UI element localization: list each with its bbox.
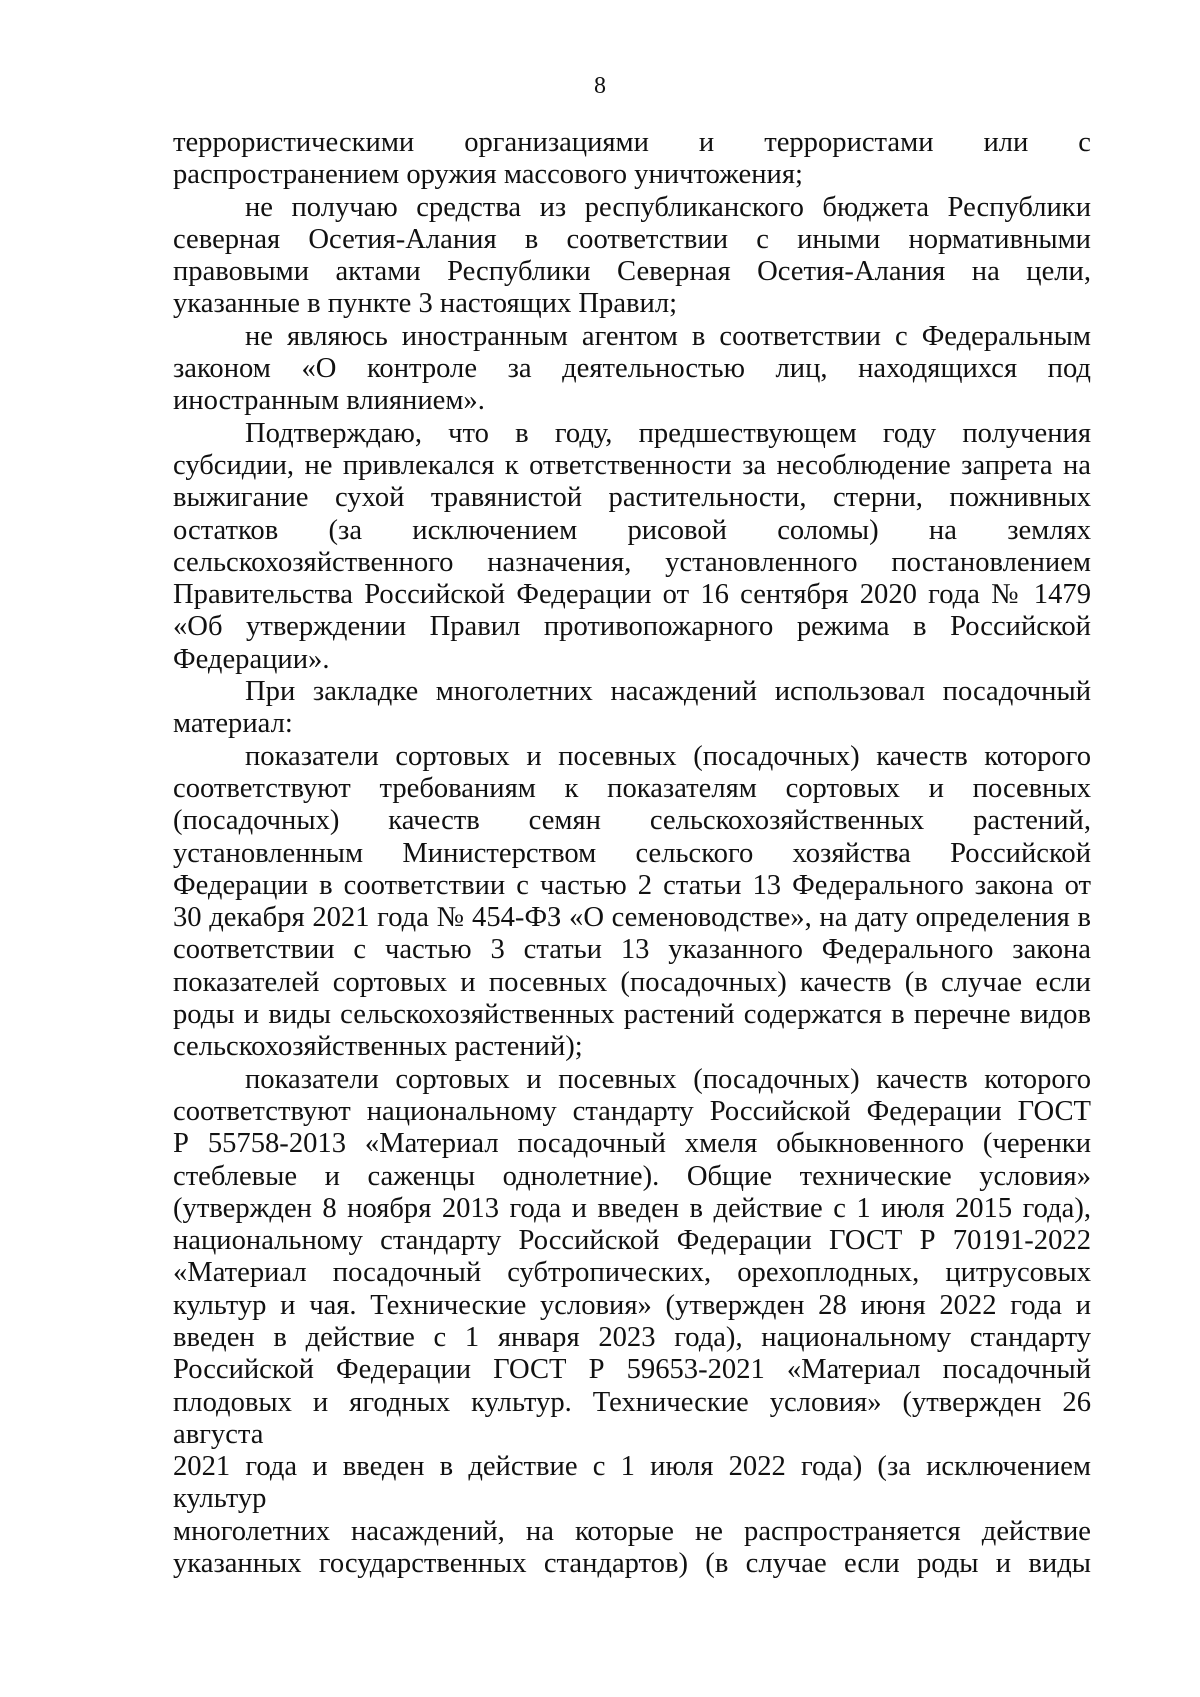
paragraph [173, 321, 1091, 418]
text-line: террористическими организациями и террористами или с [173, 127, 1091, 158]
text-line: (утвержден 8 ноября 2013 года и введен в действие с 1 июля 2015 года), [173, 1192, 1091, 1224]
text-line: Российской Федерации ГОСТ Р 59653-2021 «Материал посадочный [173, 1354, 1091, 1386]
text-line: 30 декабря 2021 года № 454-ФЗ «О семеноводстве», на дату определения в [173, 902, 1091, 934]
text-line: установленным Министерством сельского хозяйства Российской [173, 837, 1091, 869]
text-line: многолетних насаждений, на которые не распространяется действие [173, 1515, 1091, 1547]
text-line: культур и чая. Технические условия» (утвержден 28 июня 2022 года и [173, 1289, 1091, 1321]
text-line: субсидии, не привлекался к ответственности за несоблюдение запрета на [173, 449, 1091, 481]
paragraph [173, 741, 1091, 1064]
text-line: северная Осетия-Алания в соответствии с иными нормативными [173, 223, 1091, 255]
text-line: введен в действие с 1 января 2023 года), национальному стандарту [173, 1321, 1091, 1353]
text-line: Федерации». [173, 643, 330, 675]
text-line: Р 55758-2013 «Материал посадочный хмеля обыкновенного (черенки [173, 1128, 1091, 1160]
text-line: не получаю средства из республиканского бюджета Республики [245, 191, 1091, 223]
text-line: указанных государственных стандартов) (в случае если роды и виды [173, 1548, 1091, 1580]
text-line: показателей сортовых и посевных (посадочных) качеств (в случае если [173, 966, 1091, 998]
paragraph [173, 127, 1091, 192]
text-line: соответствии с частью 3 статьи 13 указанного Федерального закона [173, 934, 1091, 966]
paragraph [173, 192, 1091, 321]
paragraph [173, 676, 1091, 741]
text-line: выжигание сухой травянистой растительности, стерни, пожнивных [173, 482, 1091, 514]
text-line: Подтверждаю, что в году, предшествующем году получения [245, 417, 1091, 449]
document-body [173, 127, 1091, 1580]
text-line: правовыми актами Республики Северная Осетия-Алания на цели, [173, 256, 1091, 288]
page-number: 8 [594, 73, 606, 99]
text-line: Федерации в соответствии с частью 2 статьи 13 Федерального закона от [173, 869, 1091, 901]
text-line: «Об утверждении Правил противопожарного режима в Российской [173, 611, 1091, 643]
text-line: соответствуют национальному стандарту Российской Федерации ГОСТ [173, 1095, 1091, 1127]
text-line: плодовых и ягодных культур. Технические условия» (утвержден 26 августа [173, 1386, 1091, 1450]
text-line: сельскохозяйственных растений); [173, 1031, 583, 1063]
text-line: указанные в пункте 3 настоящих Правил; [173, 288, 678, 320]
text-line: Правительства Российской Федерации от 16 сентября 2020 года № 1479 [173, 579, 1091, 611]
text-line: материал: [173, 708, 293, 740]
text-line: национальному стандарту Российской Федерации ГОСТ Р 70191-2022 [173, 1225, 1091, 1257]
text-line: При закладке многолетних насаждений использовал посадочный [245, 676, 1091, 708]
text-line: законом «О контроле за деятельностью лиц, находящихся под [173, 353, 1091, 385]
text-line: не являюсь иностранным агентом в соответствии с Федеральным [245, 320, 1091, 352]
text-line: 2021 года и введен в действие с 1 июля 2022 года) (за исключением культур [173, 1451, 1091, 1515]
text-line: стеблевые и саженцы однолетние). Общие технические условия» [173, 1160, 1091, 1192]
text-line: сельскохозяйственного назначения, установленного постановлением [173, 546, 1091, 578]
paragraph [173, 418, 1091, 676]
text-line: «Материал посадочный субтропических, орехоплодных, цитрусовых [173, 1257, 1091, 1289]
paragraph [173, 1064, 1091, 1581]
text-line: остатков (за исключением рисовой соломы) на землях [173, 514, 1091, 546]
text-line: роды и виды сельскохозяйственных растений содержатся в перечне видов [173, 999, 1091, 1031]
text-line: соответствуют требованиям к показателям сортовых и посевных [173, 772, 1091, 804]
text-line: показатели сортовых и посевных (посадочных) качеств которого [245, 1063, 1091, 1095]
text-line: показатели сортовых и посевных (посадочных) качеств которого [245, 740, 1091, 772]
text-line: иностранным влиянием». [173, 385, 485, 417]
text-line: распространением оружия массового уничтожения; [173, 159, 803, 191]
text-line: (посадочных) качеств семян сельскохозяйственных растений, [173, 805, 1091, 837]
